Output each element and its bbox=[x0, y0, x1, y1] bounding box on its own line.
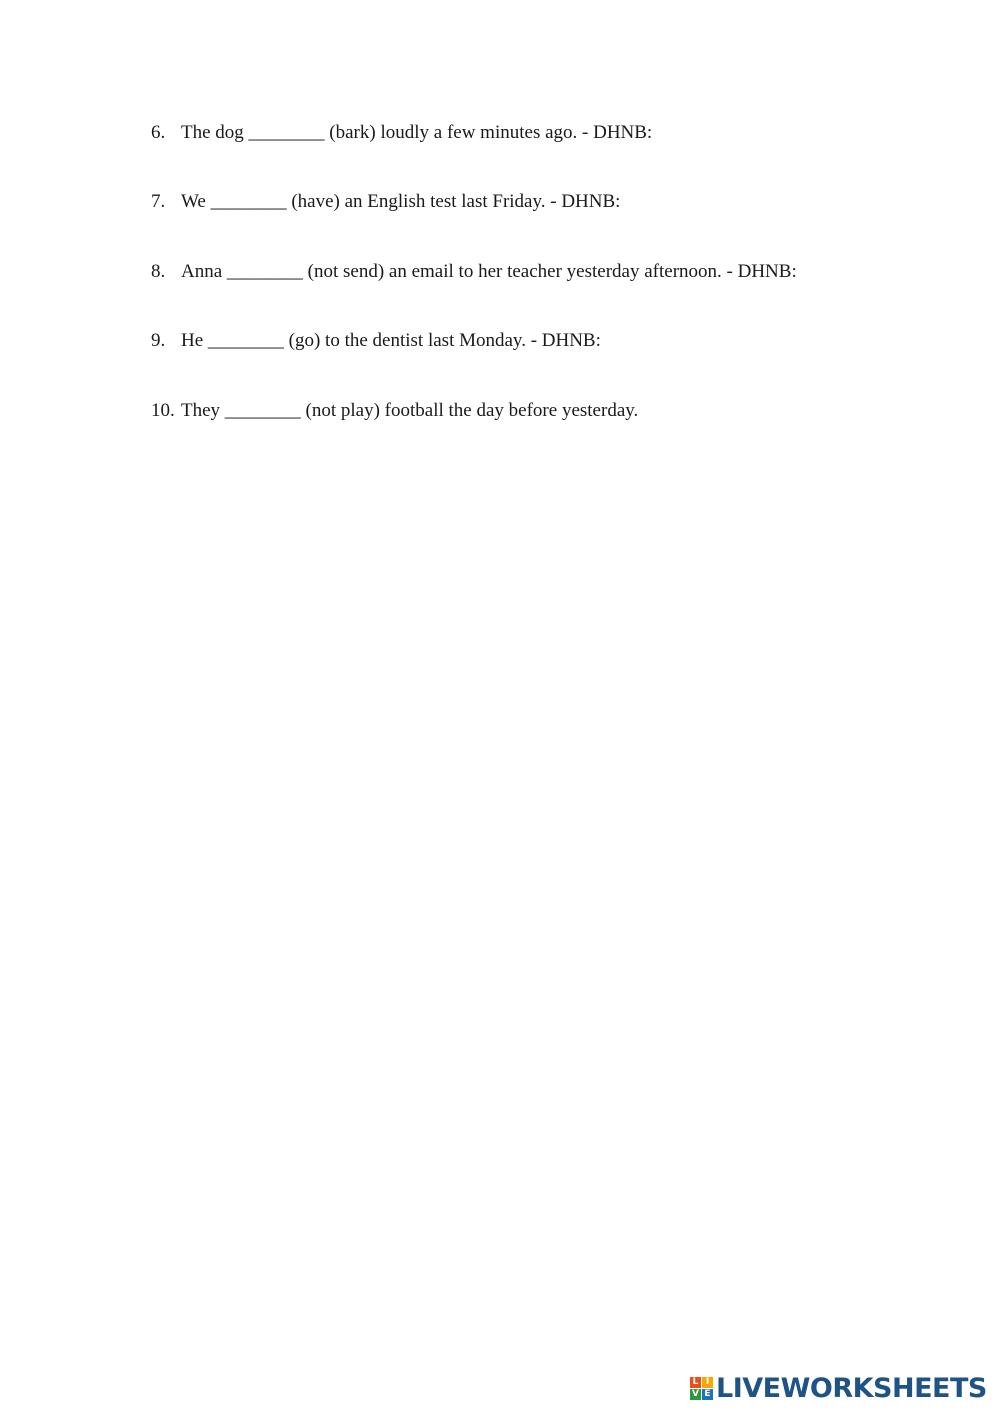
exercise-item-8 bbox=[151, 261, 797, 283]
item-text: We ________ (have) an English test last Friday. - DHNB: bbox=[181, 191, 621, 212]
item-number: 6. bbox=[151, 122, 166, 143]
item-number: 8. bbox=[151, 261, 166, 282]
exercise-item-6 bbox=[151, 122, 652, 144]
brand-text: LIVEWORKSHEETS bbox=[716, 1372, 987, 1404]
exercise-item-10 bbox=[151, 400, 638, 422]
item-number: 9. bbox=[151, 330, 166, 351]
exercise-item-7 bbox=[151, 191, 620, 213]
exercise-item-9 bbox=[151, 330, 601, 352]
logo-letter: E bbox=[702, 1389, 713, 1400]
item-number: 7. bbox=[151, 191, 166, 212]
logo-letter: I bbox=[702, 1377, 713, 1388]
logo-mark-icon bbox=[690, 1377, 713, 1400]
item-text: The dog ________ (bark) loudly a few minutes ago. - DHNB: bbox=[181, 122, 653, 143]
item-text: He ________ (go) to the dentist last Monday. - DHNB: bbox=[181, 330, 601, 351]
item-text: They ________ (not play) football the day before yesterday. bbox=[181, 400, 639, 421]
item-number: 10. bbox=[151, 400, 175, 421]
logo-letter: L bbox=[690, 1377, 701, 1388]
logo-letter: V bbox=[690, 1389, 701, 1400]
item-text: Anna ________ (not send) an email to her teacher yesterday afternoon. - DHNB: bbox=[181, 261, 797, 282]
liveworksheets-logo bbox=[690, 1373, 987, 1403]
